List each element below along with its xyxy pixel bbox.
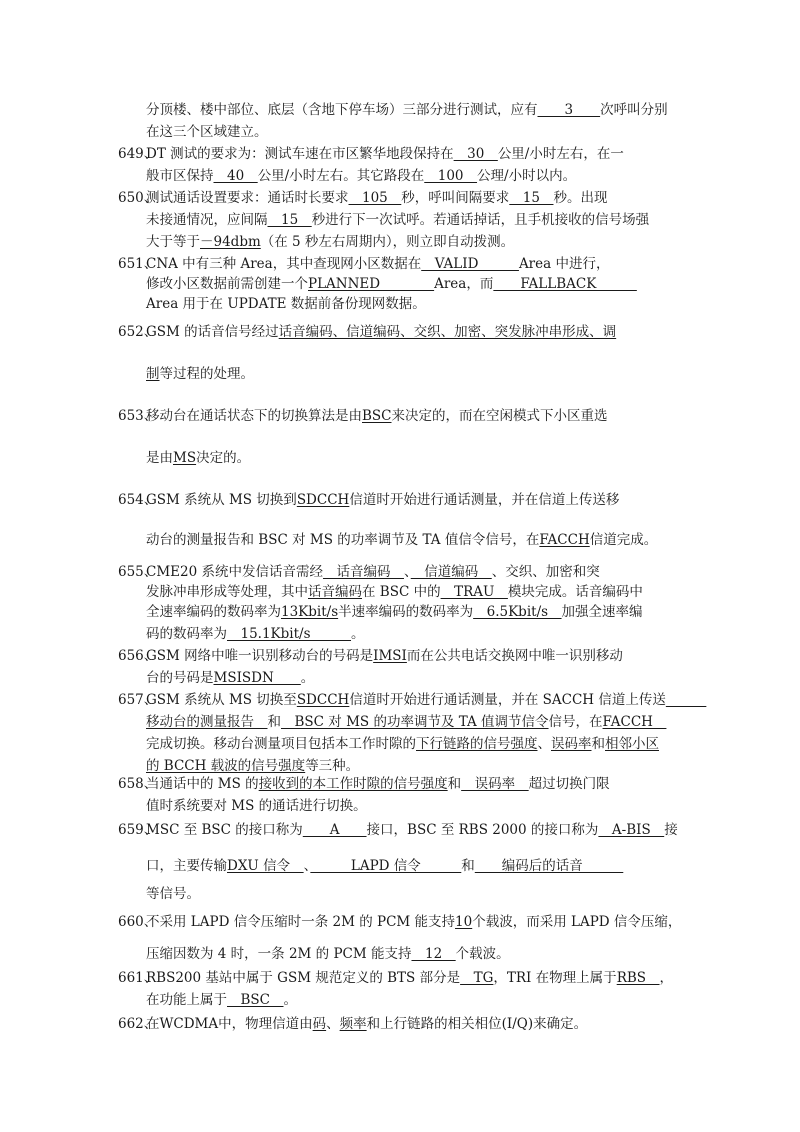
text-segment: ，: [659, 970, 674, 986]
text-segment: 完成切换。移动台测量项目包括本工作时隙的: [146, 736, 416, 752]
text-line: [146, 944, 760, 964]
answer-blank: 编码后的话音: [474, 858, 624, 874]
text-line: [146, 274, 760, 294]
text-segment: 压缩因数为 4 时，一条 2M 的 PCM 能支持: [146, 946, 412, 962]
text-segment: 公里/小时左右，在一: [497, 146, 624, 162]
answer-blank: 30: [453, 146, 498, 162]
text-segment: 当通话中的 MS 的: [146, 776, 259, 792]
question-number: 657、: [118, 692, 158, 708]
answer-blank: 6.5Kbit/s: [473, 604, 562, 620]
text-segment: 值时系统要对 MS 的通话进行切换。: [146, 798, 367, 814]
answer-blank: BSC 对 MS 的功率调节及 TA 值调节信令: [281, 714, 549, 730]
question-number: 650、: [118, 190, 158, 206]
text-line: [146, 990, 760, 1010]
answer-blank: VALID: [421, 256, 519, 272]
question-number: 649、: [118, 146, 158, 162]
text-segment: 、: [403, 564, 411, 580]
text-segment: 在功能上属于: [146, 992, 227, 1008]
text-line: [146, 624, 760, 644]
text-segment: 个载波，而采用 LAPD 信令压缩，: [472, 914, 682, 930]
text-segment: GSM 系统从 MS 切换至: [146, 692, 297, 708]
answer-blank: 相邻小区: [605, 736, 659, 752]
text-line: [146, 144, 760, 164]
text-line: [146, 796, 760, 816]
text-segment: 而在公共电话交换网中唯一识别移动: [406, 648, 623, 664]
text-line: [146, 562, 760, 582]
answer-blank: 移动台的测量报告: [146, 714, 268, 730]
text-line: [146, 968, 760, 988]
text-segment: 移动台在通话状态下的切换算法是由: [146, 408, 362, 424]
answer-blank: 下行链路的信号强度: [416, 736, 538, 752]
text-line: [146, 530, 760, 550]
text-segment: 、: [326, 1016, 340, 1032]
text-line: [146, 166, 760, 186]
answer-blank: 15: [267, 212, 312, 228]
text-segment: 加强全速率编: [561, 604, 643, 620]
answer-blank: MSISDN: [213, 670, 301, 686]
answer-blank: 码: [312, 1016, 327, 1032]
text-segment: 接口，BSC 至 RBS 2000 的接口称为: [366, 822, 599, 838]
text-segment: 、: [303, 858, 311, 874]
text-line: [146, 668, 760, 688]
text-segment: Area，而: [434, 276, 494, 292]
text-segment: ，TRI 在物理上属于: [493, 970, 617, 986]
answer-blank: BSC: [227, 992, 284, 1008]
text-segment: 码的数码率为: [146, 626, 227, 642]
answer-blank: 3: [537, 102, 601, 118]
text-segment: 在这三个区域建立。: [146, 124, 268, 140]
text-segment: 未接通情况，应间隔: [146, 212, 268, 228]
text-segment: 测试通话设置要求：通话时长要求: [146, 190, 349, 206]
question-number: 654、: [118, 492, 158, 508]
text-line: [146, 820, 760, 840]
text-segment: GSM 系统从 MS 切换到: [146, 492, 297, 508]
text-segment: 和: [591, 736, 605, 752]
text-segment: 秒进行下一次试呼。若通话掉话，且手机接收的信号场强: [311, 212, 650, 228]
text-segment: 信道完成。: [589, 532, 658, 548]
text-segment: 大于等于: [146, 234, 200, 250]
answer-blank: RBS: [616, 970, 660, 986]
text-line: [146, 646, 760, 666]
answer-blank: 105: [348, 190, 402, 206]
answer-blank: MS: [173, 450, 197, 466]
answer-blank: 误码率: [551, 736, 592, 752]
text-segment: 在WCDMA中，物理信道由: [146, 1016, 313, 1032]
question-number: 660、: [118, 914, 158, 930]
text-segment: 台的号码是: [146, 670, 214, 686]
text-line: [146, 254, 760, 274]
text-segment: 。: [351, 626, 365, 642]
text-line: [146, 690, 760, 710]
text-segment: Area 用于在 UPDATE 数据前备份现网数据。: [146, 296, 426, 312]
text-segment: （在 5 秒左右周期内），则立即自动拨测。: [260, 234, 515, 250]
question-number: 653、: [118, 408, 158, 424]
question-number: 655、: [118, 564, 158, 580]
answer-blank: 频率: [339, 1016, 367, 1032]
text-segment: 公理/小时以内。: [477, 168, 577, 184]
text-segment: 。: [300, 670, 315, 686]
text-line: [146, 364, 760, 384]
answer-blank: FACCH: [602, 714, 667, 730]
answer-blank: DXU 信令: [227, 858, 304, 874]
text-segment: 不采用 LAPD 信令压缩时一条 2M 的 PCM 能支持: [146, 914, 456, 930]
answer-blank: 信道编码: [410, 564, 492, 580]
text-segment: 来决定的，而在空闲模式下小区重选: [391, 408, 608, 424]
answer-blank: 误码率: [461, 776, 529, 792]
text-segment: CME20 系统中发信话音需经: [146, 564, 323, 580]
text-line: [146, 232, 760, 252]
text-segment: 信道时开始进行通话测量，并在信道上传送移: [349, 492, 620, 508]
text-line: [146, 322, 760, 342]
text-segment: 修改小区数据前需创建一个: [146, 276, 308, 292]
question-number: 658、: [118, 776, 158, 792]
answer-blank: 10: [455, 914, 473, 930]
text-line: [146, 294, 760, 314]
text-segment: 发脉冲串形成等处理，其中: [146, 584, 308, 600]
answer-blank: 100: [424, 168, 478, 184]
answer-blank: 40: [213, 168, 258, 184]
text-line: [146, 856, 760, 876]
answer-blank: 话音编码、信道编码、交织、加密、突发脉冲串形成、调: [278, 324, 617, 340]
answer-blank: FALLBACK: [493, 276, 637, 292]
text-line: [146, 122, 760, 142]
text-segment: 模块完成。话音编码中: [507, 584, 643, 600]
text-line: [146, 912, 760, 932]
text-segment: 秒，呼叫间隔要求: [401, 190, 510, 206]
answer-blank: SDCCH: [296, 692, 350, 708]
text-segment: 半速率编码的数码率为: [338, 604, 474, 620]
text-segment: Area 中进行，: [518, 256, 610, 272]
text-segment: 口，主要传输: [146, 858, 227, 874]
answer-blank: LAPD 信令: [310, 858, 462, 874]
text-segment: MSC 至 BSC 的接口称为: [146, 822, 303, 838]
answer-blank: A-BIS: [598, 822, 665, 838]
text-segment: 信道时开始进行通话测量，并在 SACCH 信道上传送: [349, 692, 666, 708]
answer-blank: 15: [509, 190, 554, 206]
question-number: 659、: [118, 822, 158, 838]
text-segment: 般市区保持: [146, 168, 214, 184]
text-line: [146, 712, 760, 732]
text-line: [146, 188, 760, 208]
text-segment: 超过切换门限: [528, 776, 610, 792]
text-line: [146, 210, 760, 230]
text-line: [146, 1014, 760, 1034]
question-number: 652、: [118, 324, 158, 340]
text-segment: 和: [447, 776, 462, 792]
answer-blank: TRAU: [440, 584, 508, 600]
text-segment: 全速率编码的数码率为: [146, 604, 281, 620]
answer-blank: BSC: [362, 408, 392, 424]
text-line: [146, 774, 760, 794]
text-line: [146, 448, 760, 468]
answer-blank: [666, 692, 707, 708]
text-segment: 等信号。: [146, 886, 200, 902]
text-line: [146, 406, 760, 426]
answer-blank: 12: [411, 946, 456, 962]
text-segment: GSM 的话音信号经过: [146, 324, 279, 340]
answer-blank: PLANNED: [308, 276, 435, 292]
text-segment: 个载波。: [455, 946, 510, 962]
text-segment: 在 BSC 中的: [362, 584, 441, 600]
text-line: [146, 756, 760, 776]
text-segment: 分顶楼、楼中部位、底层（含地下停车场）三部分进行测试，应有: [146, 102, 538, 118]
text-segment: 决定的。: [196, 450, 251, 466]
text-line: [146, 884, 760, 904]
text-segment: 公里/小时左右。其它路段在: [257, 168, 425, 184]
answer-blank: 接收到的本工作时隙的信号强度: [258, 776, 448, 792]
question-number: 662、: [118, 1016, 158, 1032]
text-segment: 是由: [146, 450, 173, 466]
text-segment: 动台的测量报告和 BSC 对 MS 的功率调节及 TA 值信令信号，在: [146, 532, 540, 548]
text-segment: 等三种。: [305, 758, 360, 774]
answer-blank: 话音编码: [308, 584, 362, 600]
text-segment: 等过程的处理。: [159, 366, 254, 382]
answer-blank: 15.1Kbit/s: [227, 626, 352, 642]
text-line: [146, 490, 760, 510]
text-segment: 接: [664, 822, 678, 838]
question-number: 656、: [118, 648, 158, 664]
answer-blank: 制: [146, 366, 160, 382]
answer-blank: FACCH: [539, 532, 590, 548]
text-segment: 、: [537, 736, 551, 752]
text-segment: 信号，在: [548, 714, 603, 730]
answer-blank: IMSI: [373, 648, 407, 664]
answer-blank: 话音编码: [322, 564, 404, 580]
text-segment: DT 测试的要求为：测试车速在市区繁华地段保持在: [146, 146, 454, 162]
text-segment: 次呼叫分别: [600, 102, 668, 118]
text-line: [146, 602, 760, 622]
text-segment: 。: [283, 992, 297, 1008]
text-segment: 和: [461, 858, 475, 874]
answer-blank: A: [302, 822, 367, 838]
text-segment: 和: [267, 714, 281, 730]
answer-blank: 13Kbit/s: [281, 604, 339, 620]
question-number: 661、: [118, 970, 158, 986]
text-line: [146, 582, 760, 602]
text-line: [146, 734, 760, 754]
text-segment: GSM 网络中唯一识别移动台的号码是: [146, 648, 374, 664]
text-segment: 、交织、加密和突: [491, 564, 600, 580]
text-segment: RBS200 基站中属于 GSM 规范定义的 BTS 部分是: [146, 970, 461, 986]
answer-blank: 的 BCCH 载波的信号强度: [146, 758, 306, 774]
text-segment: CNA 中有三种 Area，其中查现网小区数据在: [146, 256, 422, 272]
question-number: 651、: [118, 256, 158, 272]
answer-blank: －94dbm: [200, 234, 261, 250]
text-segment: 秒。出现: [553, 190, 608, 206]
text-segment: 和上行链路的相关相位(I/Q)来确定。: [366, 1016, 588, 1032]
text-line: [146, 100, 760, 120]
answer-blank: TG: [460, 970, 494, 986]
answer-blank: SDCCH: [296, 492, 350, 508]
